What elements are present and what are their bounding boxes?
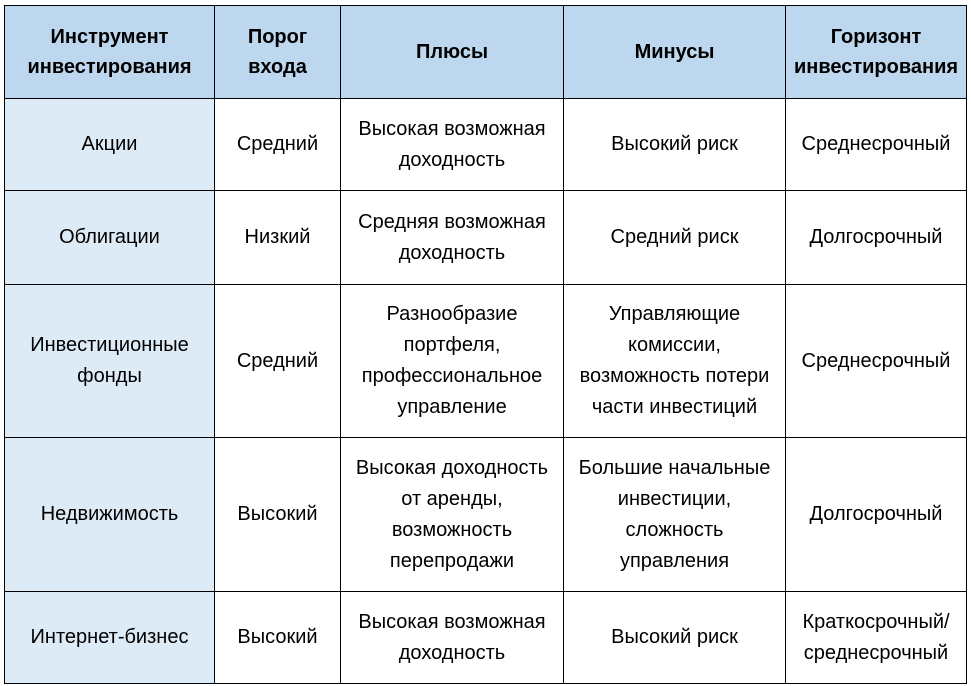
table-row <box>5 285 967 438</box>
instrument-cell: Интернет-бизнес <box>5 592 215 684</box>
header-entry-threshold: Порог входа <box>215 6 341 99</box>
header-instrument: Инструмент инвестирования <box>5 6 215 99</box>
instrument-cell: Акции <box>5 99 215 191</box>
pros-cell: Высокая возможная доходность <box>341 592 564 684</box>
table-row <box>5 592 967 684</box>
cons-cell: Высокий риск <box>564 592 786 684</box>
table-header-row <box>5 6 967 99</box>
header-cons: Минусы <box>564 6 786 99</box>
horizon-cell: Долгосрочный <box>786 191 967 285</box>
instrument-cell: Недвижимость <box>5 438 215 592</box>
horizon-cell: Среднесрочный <box>786 285 967 438</box>
cons-cell: Большие начальные инвестиции, сложность управления <box>564 438 786 592</box>
threshold-cell: Высокий <box>215 592 341 684</box>
pros-cell: Высокая возможная доходность <box>341 99 564 191</box>
horizon-cell: Долгосрочный <box>786 438 967 592</box>
cons-cell: Управляющие комиссии, возможность потери части инвестиций <box>564 285 786 438</box>
threshold-cell: Средний <box>215 285 341 438</box>
threshold-cell: Низкий <box>215 191 341 285</box>
header-horizon: Горизонт инвестирования <box>786 6 967 99</box>
table-row <box>5 191 967 285</box>
instrument-cell: Облигации <box>5 191 215 285</box>
table-row <box>5 99 967 191</box>
horizon-cell: Краткосрочный/ среднесрочный <box>786 592 967 684</box>
table-row <box>5 438 967 592</box>
horizon-cell: Среднесрочный <box>786 99 967 191</box>
cons-cell: Высокий риск <box>564 99 786 191</box>
header-pros: Плюсы <box>341 6 564 99</box>
threshold-cell: Высокий <box>215 438 341 592</box>
pros-cell: Средняя возможная доходность <box>341 191 564 285</box>
pros-cell: Высокая доходность от аренды, возможность перепродажи <box>341 438 564 592</box>
instrument-cell: Инвестиционные фонды <box>5 285 215 438</box>
cons-cell: Средний риск <box>564 191 786 285</box>
threshold-cell: Средний <box>215 99 341 191</box>
investment-comparison-table <box>4 5 967 684</box>
pros-cell: Разнообразие портфеля, профессиональное управление <box>341 285 564 438</box>
